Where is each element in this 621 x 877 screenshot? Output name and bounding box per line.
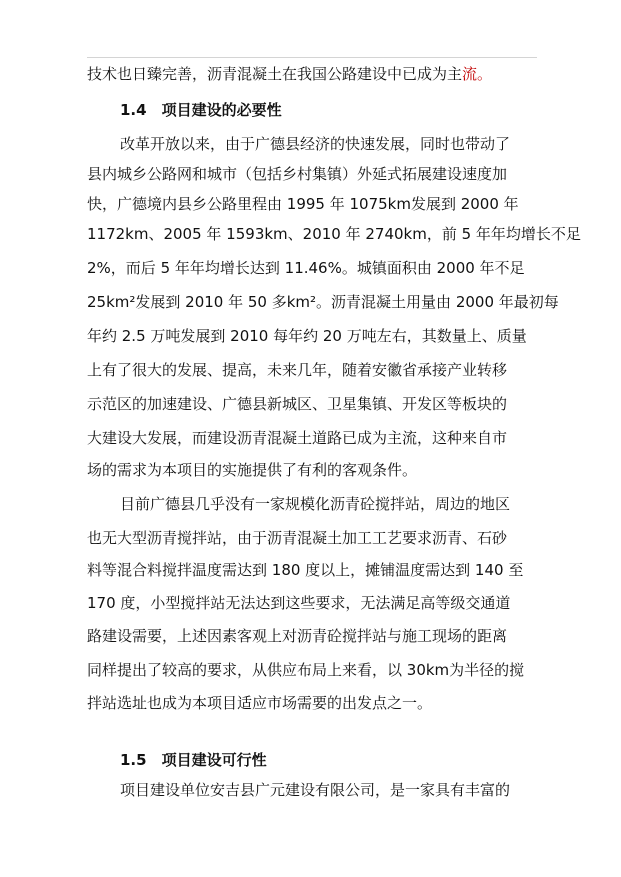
paragraph-line: 快，广德境内县乡公路里程由 1995 年 1075km发展到 2000 年 [87,195,519,213]
paragraph-line: 项目建设单位安吉县广元建设有限公司，是一家具有丰富的 [120,781,511,799]
paragraph-line: 170 度，小型搅拌站无法达到这些要求，无法满足高等级交通道 [87,594,511,612]
carry-over-red-tail: 流。 [462,65,493,83]
paragraph-line: 县内城乡公路网和城市（包括乡村集镇）外延式拓展建设速度加 [87,165,508,183]
paragraph-line: 上有了很大的发展、提高，未来几年，随着安徽省承接产业转移 [87,361,508,379]
paragraph-line: 示范区的加速建设、广德县新城区、卫星集镇、开发区等板块的 [87,395,508,413]
paragraph-line: 路建设需要，上述因素客观上对沥青砼搅拌站与施工现场的距离 [87,627,508,645]
header-rule [87,57,537,58]
paragraph-line: 拌站选址也成为本项目适应市场需要的出发点之一。 [87,694,433,712]
paragraph-line: 大建设大发展，而建设沥青混凝土道路已成为主流，这种来自市 [87,429,508,447]
section-heading-1-4: 1.4 项目建设的必要性 [120,101,282,119]
paragraph-line: 改革开放以来，由于广德县经济的快速发展，同时也带动了 [120,135,511,153]
carry-over-line [87,64,492,84]
paragraph-line: 年约 2.5 万吨发展到 2010 每年约 20 万吨左右，其数量上、质量 [87,327,527,345]
paragraph-line: 料等混合料搅拌温度需达到 180 度以上，摊铺温度需达到 140 至 [87,561,524,579]
paragraph-line: 2%，而后 5 年年均增长达到 11.46%。城镇面积由 2000 年不足 [87,259,525,277]
section-heading-1-5: 1.5 项目建设可行性 [120,751,267,769]
carry-over-text: 技术也日臻完善，沥青混凝土在我国公路建设中已成为主 [87,65,463,83]
paragraph-line: 场的需求为本项目的实施提供了有利的客观条件。 [87,461,418,479]
paragraph-line: 1172km、2005 年 1593km、2010 年 2740km，前 5 年年均增长不足 [87,225,581,243]
paragraph-line: 25km²发展到 2010 年 50 多km²。沥青混凝土用量由 2000 年最初每 [87,293,559,311]
paragraph-line: 也无大型沥青搅拌站，由于沥青混凝土加工工艺要求沥青、石砂 [87,529,508,547]
paragraph-line: 同样提出了较高的要求，从供应布局上来看，以 30km为半径的搅 [87,661,525,679]
paragraph-line: 目前广德县几乎没有一家规模化沥青砼搅拌站，周边的地区 [120,495,511,513]
